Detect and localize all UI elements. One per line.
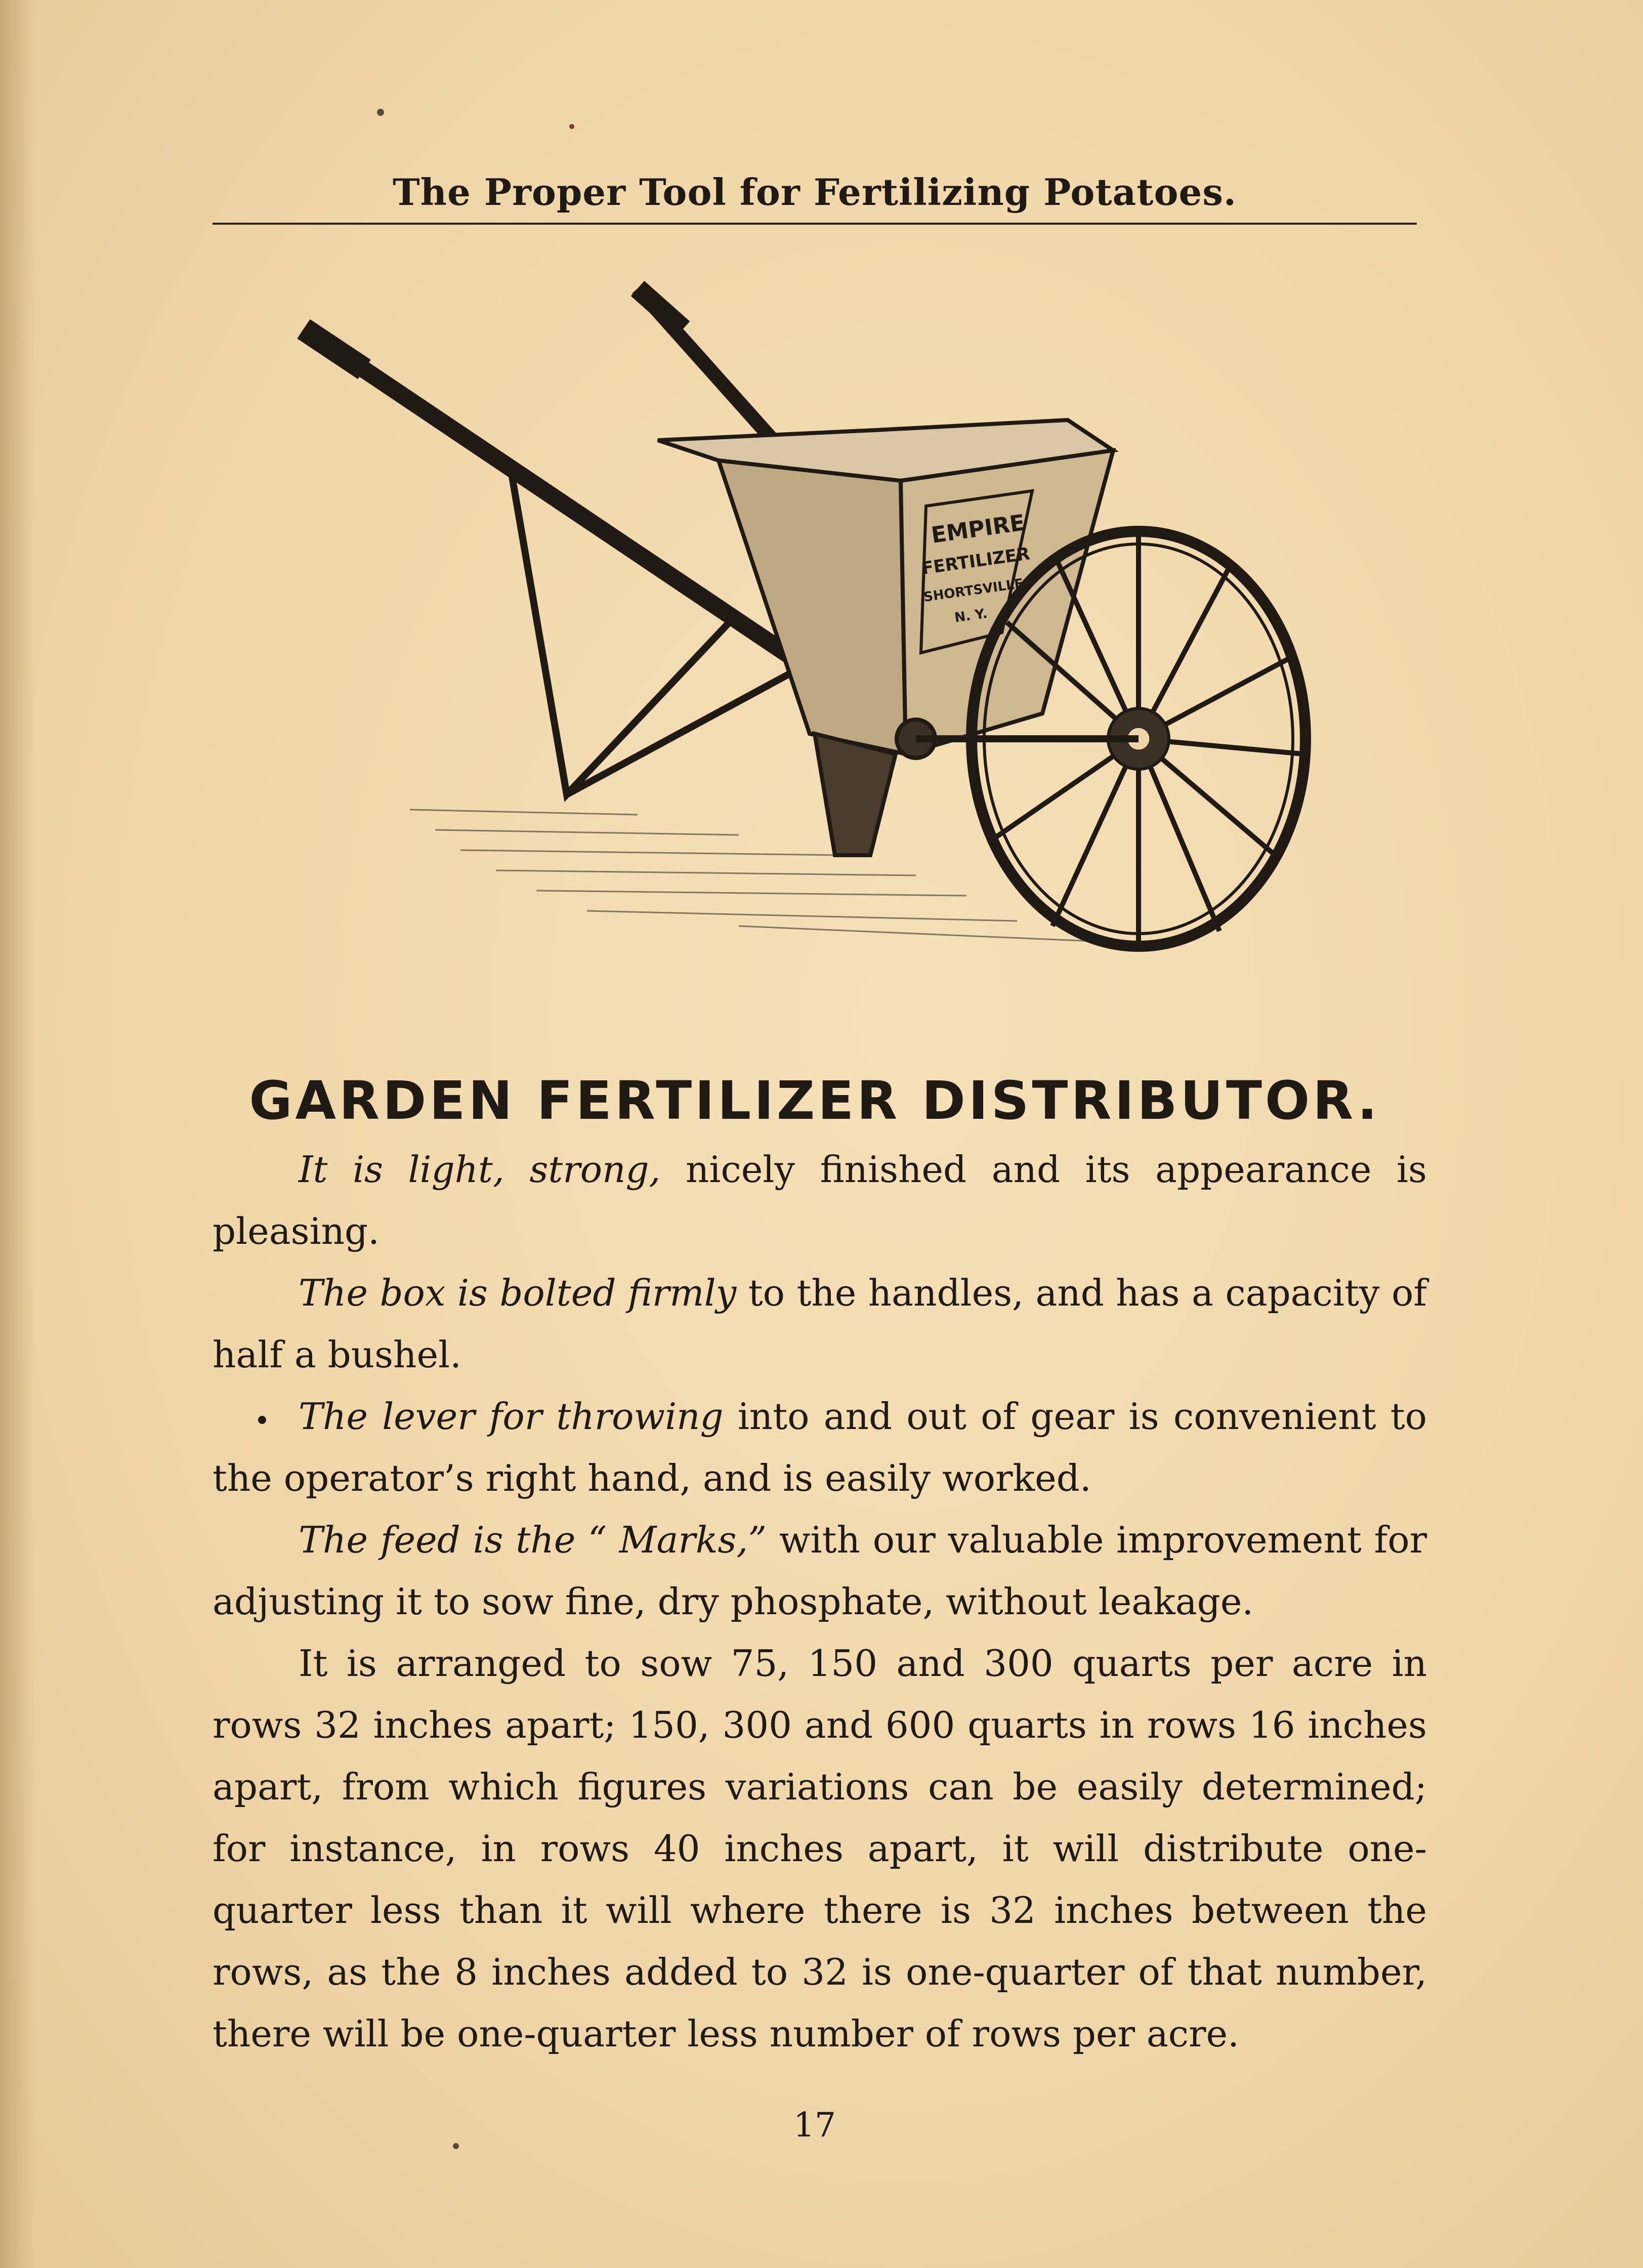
stray-dot (258, 1416, 266, 1424)
paragraph-3-rest: into and out of gear is convenient to the operator’s right hand, and is easily worked. (213, 1395, 1427, 1499)
box-line-4: N. Y. (953, 606, 989, 626)
paragraph-3 (213, 1385, 1427, 1509)
paragraph-2-rest: to the handles, and has a capacity of half a bushel. (213, 1272, 1427, 1376)
hopper-box (658, 420, 1113, 855)
body-text (213, 1139, 1427, 2065)
paragraph-4 (213, 1509, 1427, 1632)
fertilizer-distributor-illustration (283, 268, 1356, 1037)
box-line-3: SHORTSVILLE (922, 576, 1025, 605)
paragraph-5-rest: It is arranged to sow 75, 150 and 300 quarts per acre in rows 32 inches apart; 150, 300 and 600 quarts in rows 16 inches apart, from which figures variations can be easily determined; for instance, in rows 40 inches apart, it will distribute one-quarter less than it will where there is 32 inches between the rows, as the 8 inches added to 32 is one-quarter of that number, there will be one-quarter less number of rows per acre. (213, 1642, 1427, 2055)
paragraph-1-lead: It is light, strong, (299, 1148, 661, 1191)
paragraph-4-rest: with our valuable improvement for adjusting it to sow fine, dry phosphate, without leakage. (213, 1519, 1427, 1623)
paragraph-3-lead: The lever for throwing (299, 1395, 724, 1438)
paper-speck (453, 2143, 459, 2149)
box-line-1: EMPIRE (930, 510, 1027, 549)
paragraph-2-lead: The box is bolted firmly (299, 1272, 737, 1314)
running-head: The Proper Tool for Fertilizing Potatoes. (393, 171, 1237, 214)
page-number: 17 (793, 2106, 836, 2145)
paragraph-1-rest: nicely finished and its appearance is pleasing. (213, 1148, 1427, 1252)
paragraph-2 (213, 1262, 1427, 1385)
paper-speck (377, 109, 384, 116)
box-line-2: FERTILIZER (920, 543, 1031, 579)
section-title: GARDEN FERTILIZER DISTRIBUTOR. (249, 1070, 1380, 1131)
paragraph-4-lead: The feed is the “ Marks,” (299, 1519, 767, 1561)
paragraph-1 (213, 1139, 1427, 1262)
paper-speck (569, 124, 574, 129)
page-spine-shadow (0, 0, 35, 2268)
header-rule (213, 223, 1417, 225)
paragraph-5 (213, 1632, 1427, 2065)
